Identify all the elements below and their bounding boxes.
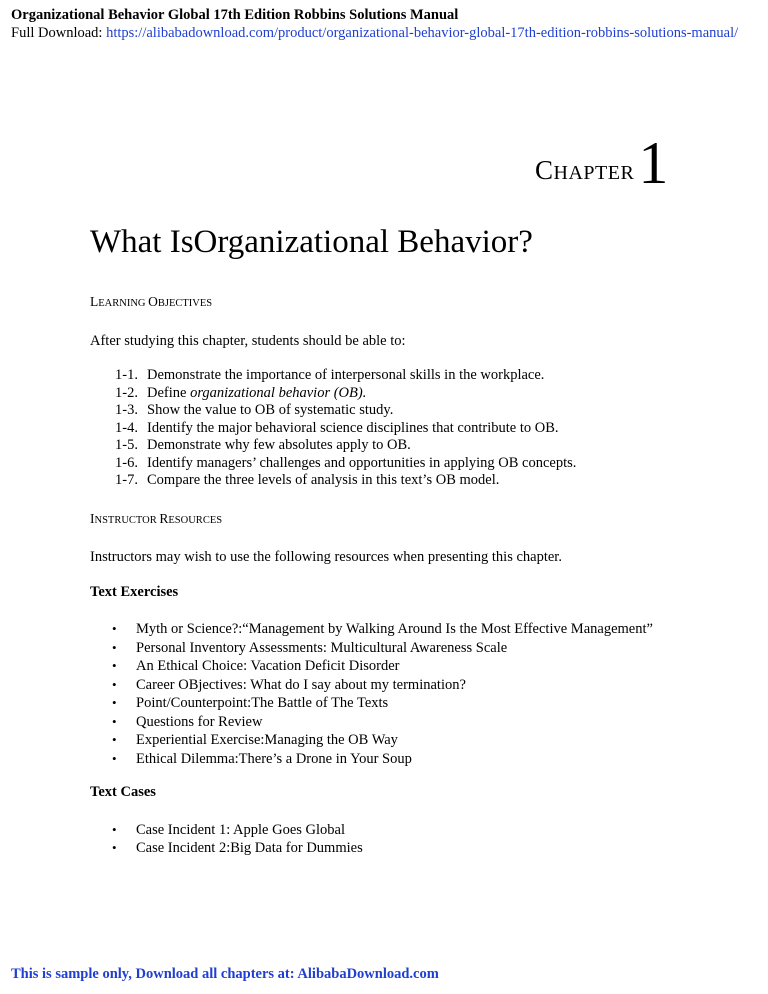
chapter-content	[90, 293, 730, 858]
bullet-icon: •	[112, 658, 117, 673]
list-item: • Case Incident 2:Big Data for Dummies	[112, 840, 363, 856]
list-item: • Career OBjectives: What do I say about my termination?	[112, 676, 466, 693]
objective-item: 1-1. Demonstrate the importance of interpersonal skills in the workplace.	[115, 367, 545, 383]
objective-item: 1-3. Show the value to OB of systematic study.	[115, 402, 394, 418]
chapter-number: 1	[638, 130, 669, 196]
list-item: • An Ethical Choice: Vacation Deficit Disorder	[112, 658, 400, 674]
text-exercises-heading: Text Exercises	[90, 583, 179, 600]
bullet-icon: •	[112, 732, 117, 747]
list-item: • Myth or Science?:“Management by Walking Around Is the Most Effective Management”	[112, 621, 653, 637]
list-item: • Personal Inventory Assessments: Multicultural Awareness Scale	[112, 639, 508, 656]
list-item: • Ethical Dilemma:There’s a Drone in Your Soup	[112, 750, 412, 767]
objective-item: 1-4. Identify the major behavioral science disciplines that contribute to OB.	[115, 419, 559, 436]
list-item: • Experiential Exercise:Managing the OB Way	[112, 732, 398, 748]
download-label: Full Download:	[11, 25, 107, 41]
header-download-line	[11, 24, 738, 42]
bullet-icon: •	[112, 821, 117, 837]
text-cases-heading: Text Cases	[90, 784, 156, 800]
list-item: • Case Incident 1: Apple Goes Global	[112, 821, 345, 838]
chapter-word-initial: C	[535, 155, 554, 185]
list-item: • Point/Counterpoint:The Battle of The Texts	[112, 695, 389, 711]
bullet-icon: •	[112, 676, 117, 692]
learning-objectives-list	[90, 367, 730, 490]
objective-item: 1-5. Demonstrate why few absolutes apply to OB.	[115, 437, 411, 453]
instructor-resources-heading: INSTRUCTOR RESOURCES	[90, 510, 223, 526]
chapter-title: What IsOrganizational Behavior?	[90, 224, 533, 260]
objective-item: 1-6. Identify managers’ challenges and opportunities in applying OB concepts.	[115, 454, 577, 471]
document-header	[11, 6, 738, 42]
bullet-icon: •	[112, 713, 117, 729]
learning-objectives-heading: LEARNING OBJECTIVES	[90, 294, 213, 309]
instructor-resources-intro: Instructors may wish to use the following resources when presenting this chapter.	[90, 549, 562, 565]
bullet-icon: •	[112, 695, 117, 710]
chapter-word	[535, 157, 634, 187]
bullet-icon: •	[112, 750, 117, 766]
header-title: Organizational Behavior Global 17th Edition Robbins Solutions Manual	[11, 7, 459, 23]
chapter-word-rest: HAPTER	[553, 162, 635, 184]
bullet-icon: •	[112, 639, 117, 655]
list-item: • Questions for Review	[112, 713, 263, 730]
bullet-icon: •	[112, 621, 117, 636]
text-exercises-list	[90, 620, 730, 768]
download-link[interactable]: https://alibabadownload.com/product/organizational-behavior-global-17th-edition-robbins-solutions-manual/	[106, 25, 739, 41]
text-cases-list	[90, 821, 730, 858]
learning-objectives-intro: After studying this chapter, students should be able to:	[90, 332, 406, 349]
footer-download-notice[interactable]: This is sample only, Download all chapters at: AlibabaDownload.com	[11, 966, 439, 982]
objective-item: 1-2. Define organizational behavior (OB).	[115, 384, 367, 401]
chapter-label	[535, 130, 669, 196]
bullet-icon: •	[112, 840, 117, 855]
objective-item: 1-7. Compare the three levels of analysis in this text’s OB model.	[115, 472, 500, 488]
